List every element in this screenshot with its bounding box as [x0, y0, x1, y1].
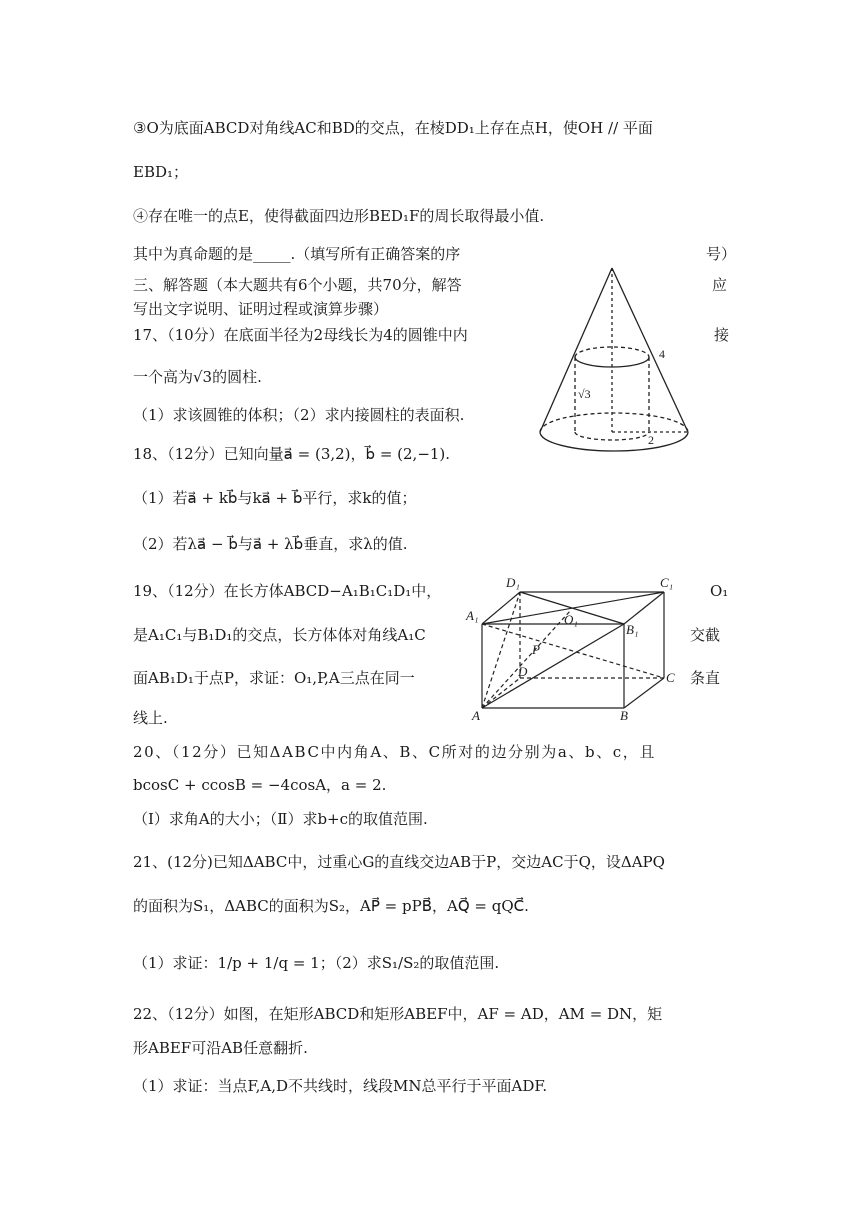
problem-18-part1: （1）若a⃗ + kb⃗与ka⃗ + b⃗平行，求k的值；: [133, 489, 417, 507]
statement-3-cont: EBD₁；: [133, 163, 189, 181]
statement-3-line: ③O为底面ABCD对角线AC和BD的交点，在棱DD₁上存在点H，使OH // 平面: [133, 119, 653, 137]
label-A1: A₁: [466, 608, 479, 623]
problem-21-questions: （1）求证：1/p + 1/q = 1；（2）求S₁/S₂的取值范围.: [133, 954, 500, 972]
label-D1: D₁: [506, 575, 520, 590]
label-C: C: [666, 670, 675, 685]
problem-19-cont2-end: 条直: [690, 669, 721, 687]
cone-figure: [530, 262, 700, 458]
problem-19-cont3: 线上.: [133, 709, 168, 727]
problem-19-text: 19、（12分）在长方体ABCD−A₁B₁C₁D₁中，: [133, 582, 442, 600]
cuboid-figure: [462, 574, 694, 724]
statement-4: ④存在唯一的点E，使得截面四边形BED₁F的周长取得最小值.: [133, 207, 545, 225]
problem-20-text: 20、（12分）已知ΔABC中内角A、B、C所对的边分别为a、b、c，且: [133, 743, 656, 761]
cone-radius-label: 2: [648, 433, 654, 447]
problem-17-questions: （1）求该圆锥的体积；（2）求内接圆柱的表面积.: [133, 406, 465, 424]
section-3-heading-end: 应: [712, 276, 728, 294]
problem-22-text: 22、（12分）如图，在矩形ABCD和矩形ABEF中，AF = AD，AM = DN，矩: [133, 1005, 663, 1023]
problem-18-text: 18、（12分）已知向量a⃗ = (3,2)，b⃗ = (2,−1).: [133, 445, 451, 463]
label-B1: B₁: [626, 622, 639, 637]
problem-21-cont: 的面积为S₁，ΔABC的面积为S₂，AP⃗ = pPB⃗，AQ⃗ = qQC⃗.: [133, 897, 529, 915]
problem-22-cont: 形ABEF可沿AB任意翻折.: [133, 1039, 308, 1057]
label-C1: C₁: [660, 575, 674, 590]
label-A: A: [472, 708, 480, 723]
label-D: D: [518, 664, 528, 679]
problem-22-part1: （1）求证：当点F,A,D不共线时，线段MN总平行于平面ADF.: [133, 1077, 548, 1095]
problem-19-cont2: 面AB₁D₁于点P，求证：O₁,P,A三点在同一: [133, 669, 415, 687]
problem-20-condition: bcosC + ccosB = −4cosA，a = 2.: [133, 776, 387, 794]
problem-18-part2: （2）若λa⃗ − b⃗与a⃗ + λb⃗垂直，求λ的值.: [133, 535, 408, 553]
problem-21-text: 21、(12分)已知ΔABC中，过重心G的直线交边AB于P，交边AC于Q，设ΔAPQ: [133, 853, 665, 871]
problem-17-text: 17、（10分）在底面半径为2母线长为4的圆锥中内: [133, 326, 468, 344]
problem-19-cont1-end: 交截: [690, 626, 721, 644]
section-3-heading: 三、解答题（本大题共有6个小题，共70分，解答: [133, 276, 462, 294]
problem-20-questions: （Ⅰ）求角A的大小；（Ⅱ）求b+c的取值范围.: [133, 810, 428, 828]
fill-blank-prompt-end: 号）: [706, 245, 737, 263]
label-B: B: [620, 708, 628, 723]
problem-17-cont: 一个高为√3的圆柱.: [133, 368, 262, 386]
problem-17-text-end: 接: [714, 326, 730, 344]
section-3-instructions: 写出文字说明、证明过程或演算步骤）: [133, 300, 389, 318]
cone-slant-label: 4: [659, 347, 665, 361]
label-O1: O₁: [564, 612, 578, 627]
cone-height-label: √3: [578, 387, 591, 401]
problem-19-text-end: O₁: [710, 582, 729, 600]
problem-19-cont1: 是A₁C₁与B₁D₁的交点，长方体体对角线A₁C: [133, 626, 426, 644]
label-P: P: [532, 642, 540, 657]
fill-blank-prompt: 其中为真命题的是_____.（填写所有正确答案的序: [133, 245, 461, 263]
